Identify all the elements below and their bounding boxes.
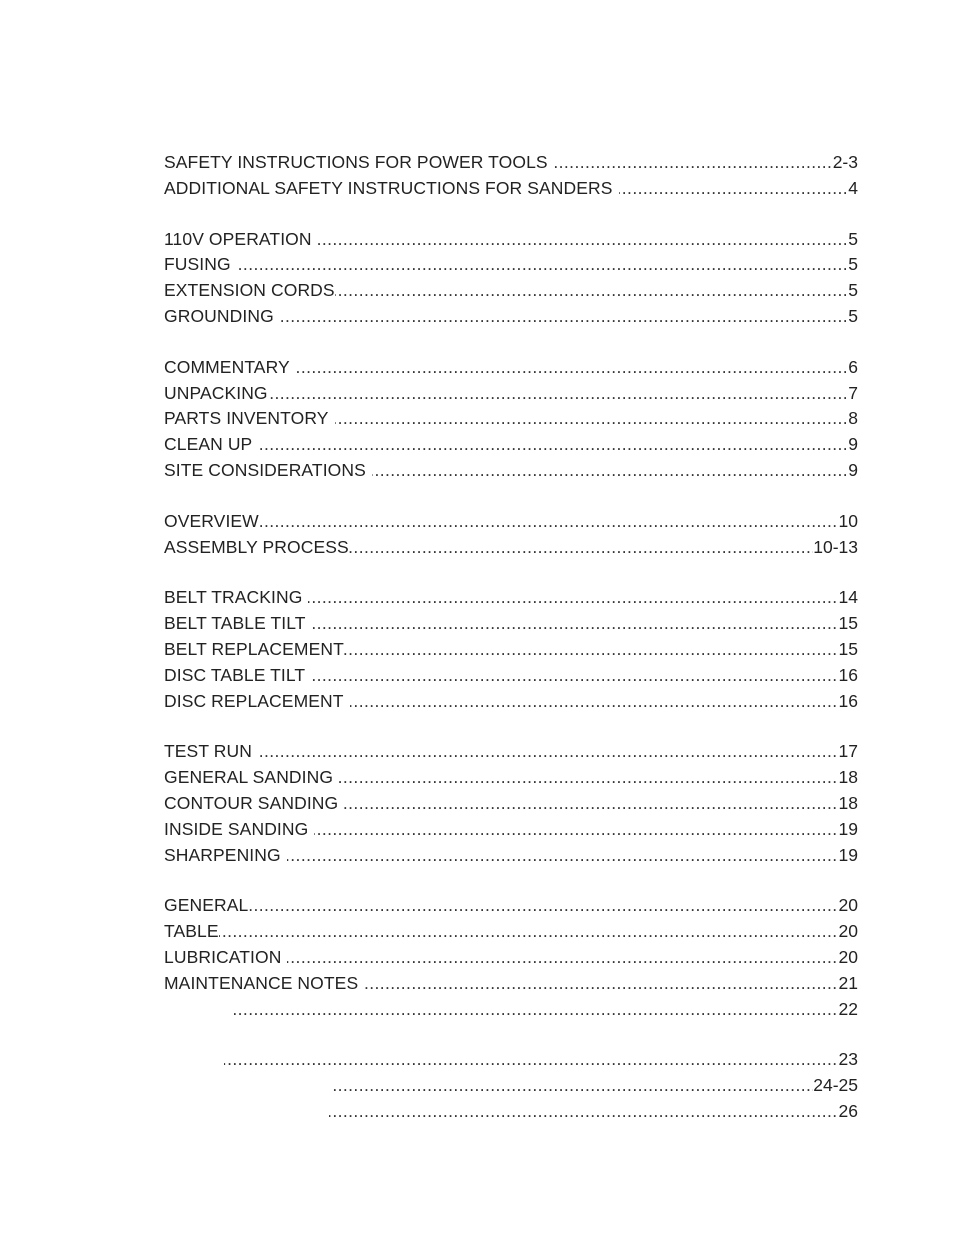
toc-entry-title: ASSEMBLY PROCESS [164,536,349,557]
toc-entry-title: MAINTENANCE NOTES [164,973,364,993]
toc-entry-title: COMMENTARY [164,357,296,377]
toc-entry-page: 15 [839,611,858,637]
toc-entry [164,1099,858,1125]
toc-entry-title: TABLE [164,921,219,942]
dot-leader [164,919,858,945]
dot-leader [164,997,858,1023]
toc-section [164,509,858,561]
toc-entry-page: 2-3 [833,150,858,176]
toc-entry-page: 17 [839,739,858,765]
toc-entry-page: 6 [848,355,858,381]
toc-entry-title: UNPACKING [164,382,268,403]
toc-entry-title: BELT REPLACEMENT [164,638,344,659]
toc-entry-page: 7 [848,381,858,407]
toc-entry-title [164,1099,329,1119]
toc-entry-page: 22 [839,997,858,1023]
toc-entry [164,355,858,381]
toc-entry [164,1047,858,1073]
toc-entry-title: EXTENSION CORDS [164,280,335,301]
toc-entry-page: 5 [848,227,858,253]
dot-leader [164,252,858,278]
toc-entry-title: SAFETY INSTRUCTIONS FOR POWER TOOLS [164,152,554,172]
toc-entry-page: 9 [848,432,858,458]
toc-entry-page: 19 [839,843,858,869]
toc-entry-page: 15 [839,637,858,663]
toc-section [164,739,858,868]
toc-entry-title: 110V OPERATION [164,229,318,249]
toc-entry [164,893,858,919]
toc-entry-title: GENERAL SANDING [164,767,339,787]
toc-entry-page: 18 [839,765,858,791]
toc-entry-page: 24-25 [813,1073,858,1099]
toc-entry [164,663,858,689]
toc-entry [164,1073,858,1099]
toc-entry-title: INSIDE SANDING [164,819,314,839]
toc-entry-page: 19 [839,817,858,843]
toc-entry-page: 14 [839,585,858,611]
toc-entry [164,637,858,663]
toc-entry-title: CONTOUR SANDING [164,793,344,813]
toc-entry [164,252,858,278]
toc-entry-page: 5 [848,304,858,330]
toc-section [164,585,858,714]
toc-entry [164,381,858,407]
toc-entry-page: 20 [839,893,858,919]
toc-entry [164,971,858,997]
toc-entry-page: 26 [839,1099,858,1125]
toc-entry-title: FUSING [164,254,237,274]
toc-entry [164,304,858,330]
toc-entry [164,278,858,304]
toc-entry [164,458,858,484]
dot-leader [164,1047,858,1073]
toc-entry-page: 18 [839,791,858,817]
toc-entry [164,843,858,869]
toc-entry-page: 10-13 [813,535,858,561]
dot-leader [164,739,858,765]
toc-entry [164,919,858,945]
toc-entry [164,689,858,715]
toc-entry-title: CLEAN UP [164,434,258,454]
dot-leader [164,509,858,535]
dot-leader [164,432,858,458]
toc-entry-page: 23 [839,1047,858,1073]
toc-entry [164,945,858,971]
toc-entry-title [164,997,234,1017]
toc-entry [164,406,858,432]
toc-entry-title: SHARPENING [164,845,287,865]
toc-entry [164,227,858,253]
toc-section [164,227,858,330]
toc-entry-page: 16 [839,689,858,715]
toc-entry-title: TEST RUN [164,741,258,761]
toc-entry [164,535,858,561]
table-of-contents [164,150,858,1150]
toc-entry-title: OVERVIEW [164,510,259,531]
toc-entry [164,611,858,637]
toc-entry-title [164,1073,332,1093]
toc-entry-title: SITE CONSIDERATIONS [164,460,372,480]
toc-section [164,355,858,484]
toc-entry-title: LUBRICATION [164,947,287,967]
toc-entry [164,585,858,611]
toc-entry [164,739,858,765]
toc-entry-title: ADDITIONAL SAFETY INSTRUCTIONS FOR SANDERS [164,178,619,198]
toc-section [164,1047,858,1124]
toc-entry-page: 9 [848,458,858,484]
toc-entry-page: 21 [839,971,858,997]
toc-entry-page: 4 [848,176,858,202]
toc-entry [164,765,858,791]
toc-entry-page: 8 [848,406,858,432]
toc-entry-title: PARTS INVENTORY [164,408,335,428]
toc-entry [164,176,858,202]
dot-leader [164,381,858,407]
toc-entry [164,997,858,1023]
toc-entry-title: GROUNDING [164,306,280,326]
toc-section [164,150,858,202]
toc-entry-page: 5 [848,278,858,304]
toc-entry [164,791,858,817]
toc-section [164,893,858,1022]
toc-entry [164,432,858,458]
toc-entry-title: DISC REPLACEMENT [164,691,350,711]
dot-leader [164,893,858,919]
toc-entry [164,509,858,535]
toc-entry-page: 10 [839,509,858,535]
toc-entry-page: 20 [839,919,858,945]
toc-entry-page: 5 [848,252,858,278]
toc-entry [164,150,858,176]
toc-entry-title: BELT TABLE TILT [164,613,312,633]
toc-entry-title: GENERAL [164,895,249,916]
toc-entry-title: DISC TABLE TILT [164,665,311,685]
toc-entry-page: 16 [839,663,858,689]
toc-entry-page: 20 [839,945,858,971]
toc-entry-title [164,1047,224,1067]
toc-entry-title: BELT TRACKING [164,587,308,607]
toc-entry [164,817,858,843]
